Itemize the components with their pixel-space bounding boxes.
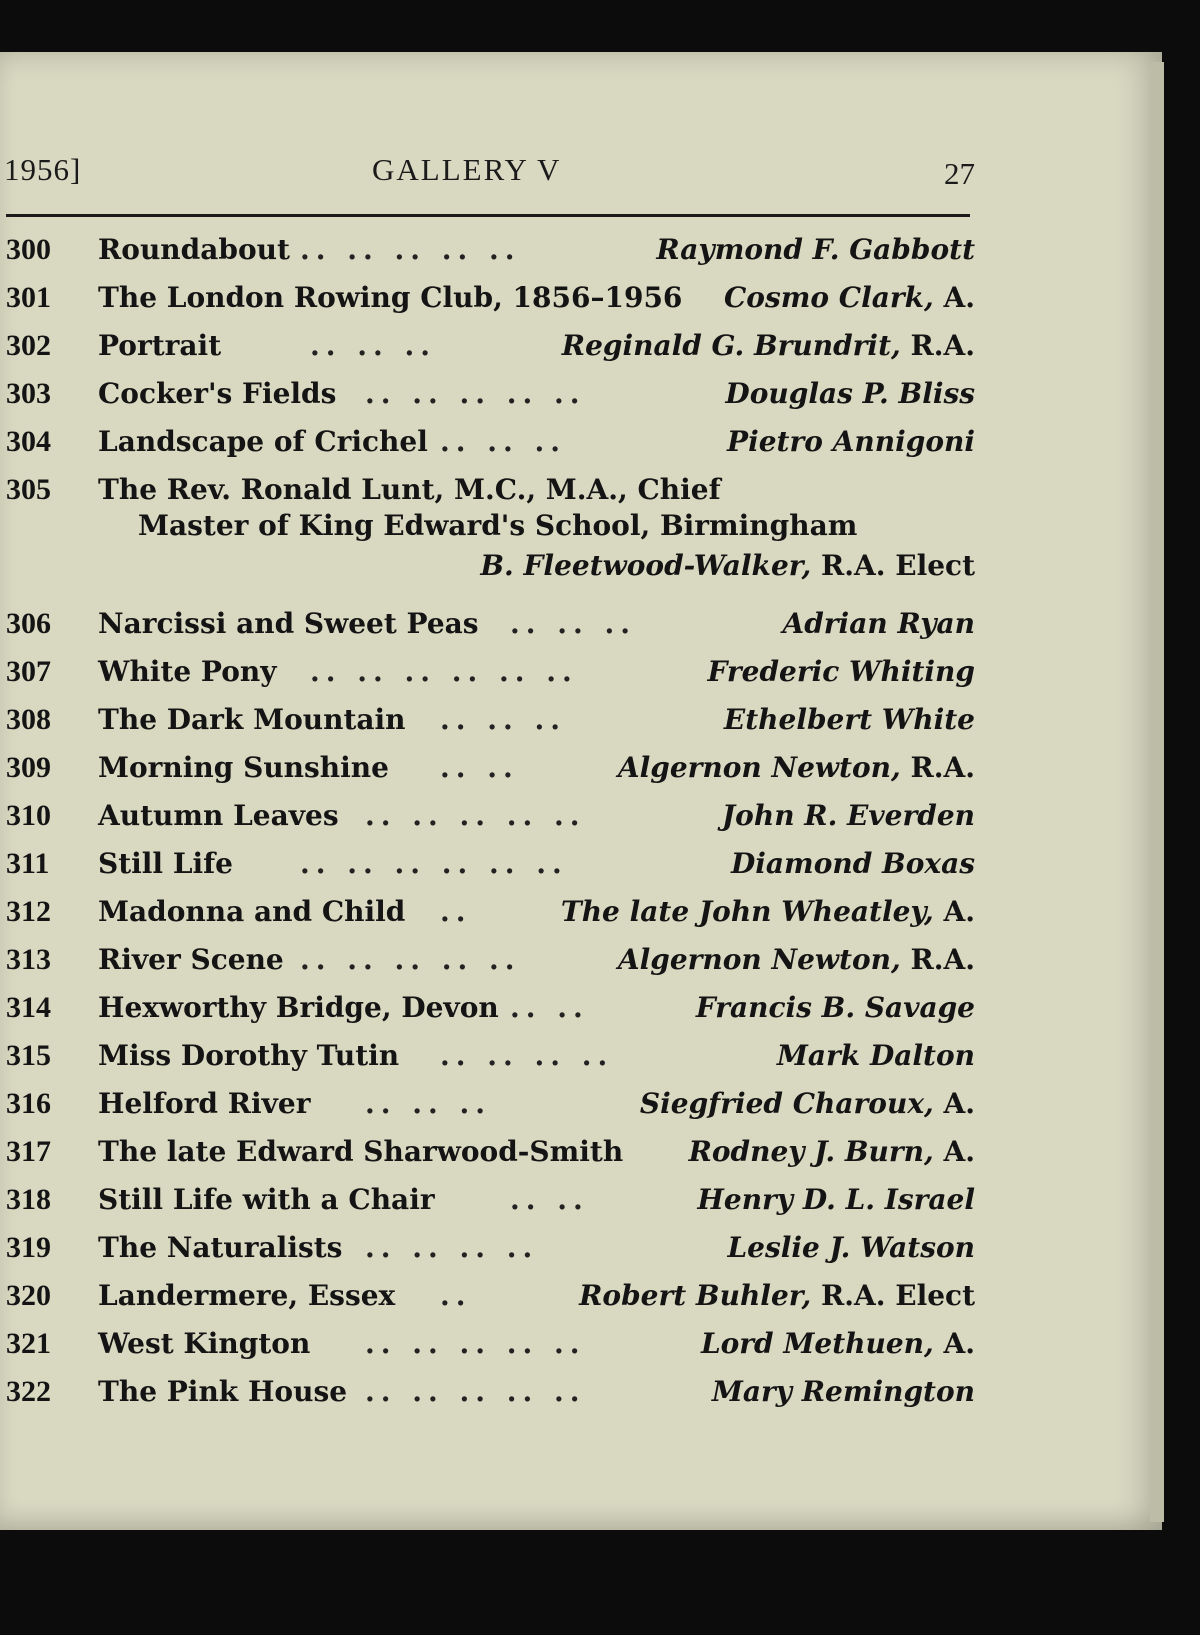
- catalogue-entry: [0, 696, 980, 744]
- artist-name: Pietro Annigoni: [727, 425, 975, 458]
- dot-leader: .. .. .. ..: [440, 1039, 614, 1072]
- dot-leader: .. .. .. .. ..: [365, 1375, 586, 1408]
- entry-artist: [724, 274, 975, 322]
- entry-artist: [725, 370, 975, 418]
- catalogue-entry: [0, 600, 980, 648]
- catalogue-entry: [0, 888, 980, 936]
- artist-name: Lord Methuen,: [700, 1327, 934, 1360]
- entry-title: River Scene: [98, 943, 284, 976]
- artist-name: Mark Dalton: [776, 1039, 975, 1072]
- catalogue-entry: [0, 648, 980, 696]
- entry-artist: [701, 1320, 975, 1368]
- catalogue-entry: [0, 984, 980, 1032]
- entry-artist: [777, 1032, 975, 1080]
- dot-leader: .. .. .. .. ..: [365, 377, 586, 410]
- dot-leader: .. .. .. .. ..: [365, 1327, 586, 1360]
- entry-artist: [561, 888, 975, 936]
- catalogue-entry: [0, 1224, 980, 1272]
- entry-artist: [727, 418, 975, 466]
- entry-number: 321: [6, 1327, 51, 1360]
- entry-number: 302: [6, 329, 51, 362]
- catalogue-entry: [0, 274, 980, 322]
- entry-title: Autumn Leaves: [98, 799, 339, 832]
- artist-name: Algernon Newton,: [617, 943, 901, 976]
- entry-number: 310: [6, 799, 51, 832]
- entry-artist: [640, 1080, 975, 1128]
- entry-title: The London Rowing Club, 1856–1956: [98, 281, 683, 314]
- entry-title: Cocker's Fields: [98, 377, 337, 410]
- entry-title: Narcissi and Sweet Peas: [98, 607, 479, 640]
- entry-artist: [731, 840, 975, 888]
- entry-title: Hexworthy Bridge, Devon: [98, 991, 499, 1024]
- catalogue-entry: [0, 1032, 980, 1080]
- page-edge: [1150, 62, 1164, 1522]
- dot-leader: ..: [440, 1279, 472, 1312]
- dot-leader: .. .. ..: [510, 607, 636, 640]
- entry-number: 309: [6, 751, 51, 784]
- entry-artist: [783, 600, 976, 648]
- entry-artist: [727, 1224, 975, 1272]
- artist-name: Algernon Newton,: [617, 751, 901, 784]
- artist-name: Siegfried Charoux,: [639, 1087, 934, 1120]
- artist-name: Robert Buhler,: [579, 1279, 812, 1312]
- dot-leader: .. .. .. .. ..: [300, 943, 521, 976]
- entry-title: Madonna and Child: [98, 895, 406, 928]
- artist-name: Raymond F. Gabbott: [656, 233, 975, 266]
- entry-artist: [618, 744, 975, 792]
- artist-name: Mary Remington: [711, 1375, 975, 1408]
- catalogue-entry: [0, 840, 980, 888]
- dot-leader: .. .. .. ..: [365, 1231, 539, 1264]
- entry-number: 316: [6, 1087, 51, 1120]
- entry-title: Landscape of Crichel: [98, 425, 428, 458]
- catalogue-entry: [0, 1320, 980, 1368]
- artist-honours: A.: [933, 895, 975, 928]
- artist-honours: A.: [933, 281, 975, 314]
- page-header: [0, 152, 975, 202]
- entry-number: 312: [6, 895, 51, 928]
- entry-artist: [562, 322, 975, 370]
- entry-artist: [696, 984, 975, 1032]
- catalogue-entry: [0, 322, 980, 370]
- catalogue-entries: [0, 226, 980, 1416]
- artist-name: The late John Wheatley,: [560, 895, 934, 928]
- artist-name: Leslie J. Watson: [727, 1231, 975, 1264]
- dot-leader: .. ..: [510, 991, 589, 1024]
- entry-number: 314: [6, 991, 51, 1024]
- entry-number: 308: [6, 703, 51, 736]
- entry-title: The late Edward Sharwood-Smith: [98, 1135, 624, 1168]
- entry-number: 301: [6, 281, 51, 314]
- catalogue-entry: [0, 1176, 980, 1224]
- header-gallery-title: GALLERY V: [372, 152, 562, 187]
- entry-artist: [689, 1128, 975, 1176]
- entry-title: White Pony: [98, 655, 277, 688]
- entry-number: 304: [6, 425, 51, 458]
- header-page-number: 27: [944, 156, 975, 191]
- entry-title-continued: Master of King Edward's School, Birmingham: [138, 509, 858, 542]
- artist-name: Rodney J. Burn,: [688, 1135, 934, 1168]
- entry-number: 315: [6, 1039, 51, 1072]
- entry-number: 313: [6, 943, 51, 976]
- artist-honours: R.A. Elect: [811, 1279, 975, 1312]
- entry-title: Morning Sunshine: [98, 751, 389, 784]
- entry-artist: [656, 226, 975, 274]
- dot-leader: .. .. ..: [365, 1087, 491, 1120]
- artist-name: Henry D. L. Israel: [697, 1183, 975, 1216]
- artist-name: Diamond Boxas: [731, 847, 975, 880]
- entry-title: Landermere, Essex: [98, 1279, 396, 1312]
- entry-title: Roundabout: [98, 233, 290, 266]
- entry-number: 300: [6, 233, 51, 266]
- entry-artist: [618, 936, 975, 984]
- entry-artist: [480, 542, 975, 590]
- dot-leader: .. .. ..: [310, 329, 436, 362]
- catalogue-entry: [0, 1272, 980, 1320]
- artist-name: Reginald G. Brundrit,: [561, 329, 901, 362]
- artist-honours: R.A. Elect: [811, 549, 975, 582]
- entry-artist: [724, 696, 975, 744]
- dot-leader: .. .. .. .. .. ..: [310, 655, 578, 688]
- catalogue-entry: [0, 370, 980, 418]
- catalogue-entry: [0, 792, 980, 840]
- entry-number: 306: [6, 607, 51, 640]
- catalogue-entry: [0, 226, 980, 274]
- dot-leader: .. .. .. .. ..: [300, 233, 521, 266]
- catalogue-entry: [0, 418, 980, 466]
- artist-name: B. Fleetwood-Walker,: [480, 549, 812, 582]
- artist-name: Adrian Ryan: [782, 607, 975, 640]
- artist-name: Francis B. Savage: [695, 991, 975, 1024]
- entry-number: 322: [6, 1375, 51, 1408]
- entry-title: The Naturalists: [98, 1231, 343, 1264]
- entry-number: 311: [6, 847, 50, 880]
- entry-title: Still Life: [98, 847, 233, 880]
- dot-leader: ..: [440, 895, 472, 928]
- entry-artist: [697, 1176, 975, 1224]
- entry-number: 303: [6, 377, 51, 410]
- artist-honours: A.: [933, 1087, 975, 1120]
- catalogue-entry: [0, 1368, 980, 1416]
- entry-title: Portrait: [98, 329, 222, 362]
- catalogue-entry: [0, 466, 980, 600]
- artist-honours: A.: [933, 1327, 975, 1360]
- artist-name: Ethelbert White: [723, 703, 975, 736]
- entry-artist: [722, 792, 975, 840]
- catalogue-entry: [0, 1128, 980, 1176]
- artist-honours: R.A.: [900, 943, 975, 976]
- artist-honours: A.: [933, 1135, 975, 1168]
- artist-name: Cosmo Clark,: [724, 281, 934, 314]
- dot-leader: .. .. .. .. .. ..: [300, 847, 568, 880]
- catalogue-entry: [0, 936, 980, 984]
- entry-title: West Kington: [98, 1327, 311, 1360]
- dot-leader: .. ..: [510, 1183, 589, 1216]
- entry-title: Miss Dorothy Tutin: [98, 1039, 400, 1072]
- header-rule: [6, 214, 970, 217]
- artist-name: Douglas P. Bliss: [725, 377, 975, 410]
- entry-title: Still Life with a Chair: [98, 1183, 435, 1216]
- artist-honours: R.A.: [900, 751, 975, 784]
- entry-number: 317: [6, 1135, 51, 1168]
- entry-title: The Dark Mountain: [98, 703, 406, 736]
- entry-number: 319: [6, 1231, 51, 1264]
- entry-number: 318: [6, 1183, 51, 1216]
- entry-artist: [712, 1368, 975, 1416]
- artist-honours: R.A.: [900, 329, 975, 362]
- dot-leader: .. .. .. .. ..: [365, 799, 586, 832]
- entry-title: The Pink House: [98, 1375, 348, 1408]
- artist-name: John R. Everden: [721, 799, 975, 832]
- dot-leader: .. ..: [440, 751, 519, 784]
- dot-leader: .. .. ..: [440, 703, 566, 736]
- entry-title: Helford River: [98, 1087, 311, 1120]
- entry-number: 305: [6, 473, 51, 506]
- dot-leader: .. .. ..: [440, 425, 566, 458]
- catalogue-entry: [0, 1080, 980, 1128]
- header-year: 1956]: [4, 152, 82, 187]
- entry-number: 307: [6, 655, 51, 688]
- catalogue-entry: [0, 744, 980, 792]
- entry-artist: [708, 648, 975, 696]
- entry-artist: [579, 1272, 975, 1320]
- entry-title: The Rev. Ronald Lunt, M.C., M.A., Chief: [98, 473, 721, 506]
- artist-name: Frederic Whiting: [707, 655, 975, 688]
- entry-number: 320: [6, 1279, 51, 1312]
